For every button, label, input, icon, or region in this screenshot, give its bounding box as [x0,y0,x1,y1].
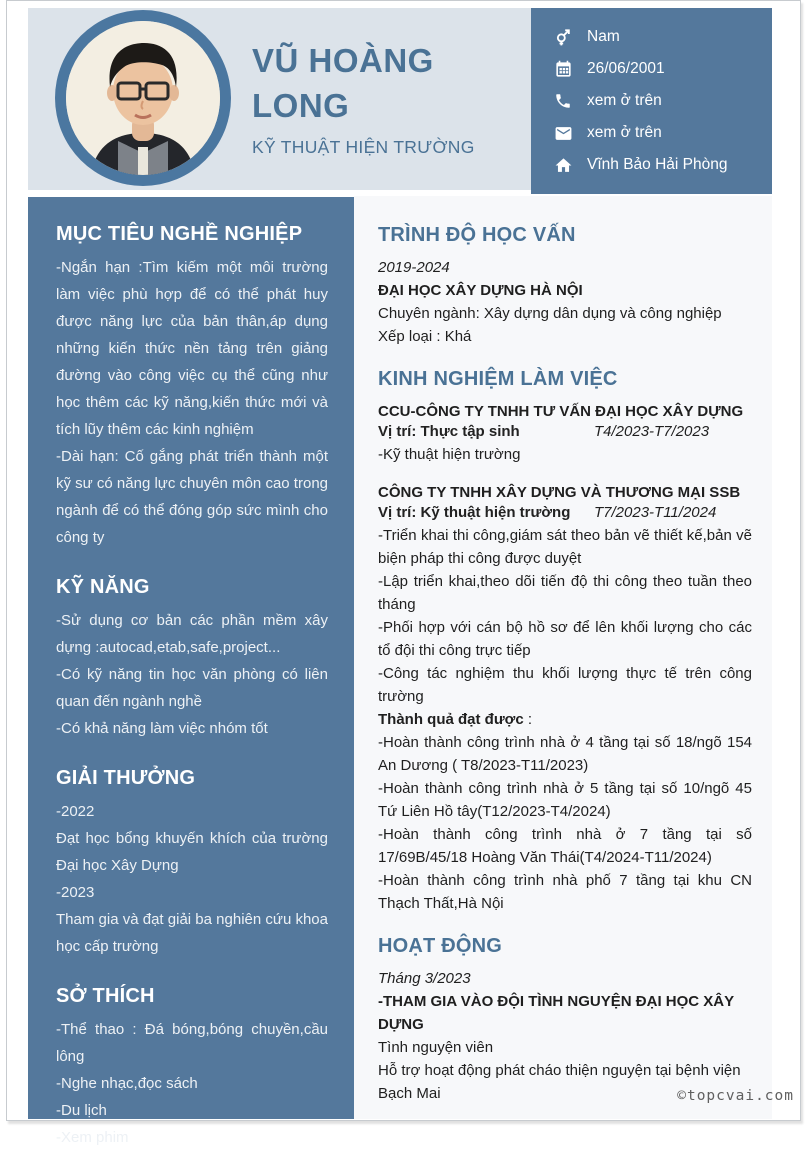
job1-position-row [378,423,752,440]
section-experience [378,368,752,915]
award-item: -2022 [56,803,95,820]
job2-duty: -Lập triển khai,theo dõi tiến độ thi công theo tuần theo tháng [378,573,752,613]
job2-duty: -Công tác nghiệm thu khối lượng thực tế trên công trường [378,665,752,705]
job2-results [378,731,752,915]
skills-heading: KỸ NĂNG [56,576,150,598]
experience-heading: KINH NGHIỆM LÀM VIỆC [378,368,618,390]
job1-position: Vị trí: Thực tập sinh [378,423,520,440]
section-education [378,224,752,348]
gender-icon [553,27,573,47]
results-label-colon: : [523,711,533,728]
job2-position: Vị trí: Kỹ thuật hiện trường [378,504,571,521]
activity-desc: Hỗ trợ hoạt động phát cháo thiện nguyện tại bệnh viện Bạch Mai [378,1062,741,1102]
job2-duty: -Phối hợp với cán bộ hồ sơ để lên khối lượng cho các tổ đội thi công trực tiếp [378,619,752,659]
hobby-item: -Xem phim [56,1129,129,1146]
objective-heading: MỤC TIÊU NGHỀ NGHIỆP [56,223,303,245]
objective-paragraphs [56,254,328,551]
education-heading: TRÌNH ĐỘ HỌC VẤN [378,224,576,246]
contact-list [553,21,772,181]
avatar [55,10,231,186]
objective-paragraph: -Ngắn hạn :Tìm kiếm một môi trường làm việc phù hợp để có thể phát huy được năng lực của bản thân,áp dụng những kiến thức nền tảng trên giảng đường vào công việc cụ thể cũng như học thêm các kỹ năng,kiến thức mới và tích lũy thêm các kinh nghiệm [56,259,328,438]
home-icon [553,155,573,175]
job2-result: -Hoàn thành công trình nhà ở 5 tầng tại số 10/ngõ 45 Tứ Liên Hồ tây(T12/2023-T4/2024) [378,780,752,820]
award-item: -2023 [56,884,95,901]
main-column [354,196,772,1119]
skill-item: -Có kỹ năng tin học văn phòng có liên quan đến ngành nghề [56,666,328,710]
contact-phone-value: xem ở trên [587,92,662,109]
skills-paragraphs [56,607,328,742]
activity-title: -THAM GIA VÀO ĐỘI TÌNH NGUYỆN ĐẠI HỌC XÂY DỰNG [378,993,734,1033]
watermark: ©topcvai.com [677,1088,794,1104]
section-awards [56,767,328,960]
section-objective [56,223,328,551]
objective-paragraph: -Dài hạn: Cố gắng phát triển thành một kỹ sư có năng lực chuyên môn cao trong ngành để có thể đóng góp sức mình cho công ty [56,448,328,546]
section-activities [378,935,752,1105]
skill-item: -Có khả năng làm việc nhóm tốt [56,720,268,737]
job1-company: CCU-CÔNG TY TNHH TƯ VẤN ĐẠI HỌC XÂY DỰNG [378,403,744,420]
awards-paragraphs [56,798,328,960]
section-hobbies [56,985,328,1151]
activity-role: Tình nguyện viên [378,1039,494,1056]
job2-result: -Hoàn thành công trình nhà ở 7 tầng tại số 17/69B/45/18 Hoàng Văn Thái(T4/2024-T11/2024) [378,826,752,866]
job2-duties [378,524,752,708]
job2-results-label [378,708,752,731]
job2-result: -Hoàn thành công trình nhà phố 7 tầng tại khu CN Thạch Thất,Hà Nội [378,872,752,912]
education-major: Chuyên ngành: Xây dựng dân dụng và công nghiệp [378,305,722,322]
contact-item-phone [553,85,772,117]
phone-icon [553,91,573,111]
section-skills [56,576,328,742]
hobby-item: -Du lịch [56,1102,107,1119]
skill-item: -Sử dụng cơ bản các phần mềm xây dựng :autocad,etab,safe,project... [56,612,328,656]
education-grade: Xếp loại : Khá [378,328,472,345]
contact-address-value: Vĩnh Bảo Hải Phòng [587,156,728,173]
results-label-text: Thành quả đạt được [378,711,524,728]
candidate-name: VŨ HOÀNG LONG [252,42,434,124]
avatar-photo [66,21,220,175]
contact-panel [531,8,772,194]
award-item: Đạt học bổng khuyến khích của trường Đại học Xây Dựng [56,830,328,874]
contact-gender-value: Nam [587,28,620,45]
job2-company: CÔNG TY TNHH XÂY DỰNG VÀ THƯƠNG MẠI SSB [378,484,741,501]
education-period: 2019-2024 [378,259,450,276]
sidebar [28,197,354,1146]
hobby-item: -Nghe nhạc,đọc sách [56,1075,198,1092]
job-entry-2 [378,481,752,915]
email-icon [553,123,573,143]
hobbies-heading: SỞ THÍCH [56,985,155,1007]
activity-period: Tháng 3/2023 [378,970,471,987]
contact-birthday-value: 26/06/2001 [587,60,665,77]
award-item: Tham gia và đạt giải ba nghiên cứu khoa học cấp trường [56,911,328,955]
contact-item-address [553,149,772,181]
hobbies-paragraphs [56,1016,328,1151]
education-school: ĐẠI HỌC XÂY DỰNG HÀ NỘI [378,282,583,299]
hobby-item: -Thể thao : Đá bóng,bóng chuyền,cầu lông [56,1021,328,1065]
job2-result: -Hoàn thành công trình nhà ở 4 tầng tại số 18/ngõ 154 An Dương ( T8/2023-T11/2023) [378,734,752,774]
portrait-illustration [66,21,220,175]
awards-heading: GIẢI THƯỞNG [56,767,196,789]
calendar-icon [553,59,573,79]
candidate-job-title: KỸ THUẬT HIỆN TRƯỜNG [252,137,475,157]
job2-position-row [378,504,752,521]
contact-email-value: xem ở trên [587,124,662,141]
job2-date: T7/2023-T11/2024 [594,504,717,521]
contact-item-birthday [553,53,772,85]
name-block [252,38,522,158]
activities-heading: HOẠT ĐỘNG [378,935,503,957]
job1-date: T4/2023-T7/2023 [594,423,710,440]
contact-item-gender [553,21,772,53]
job2-duty: -Triển khai thi công,giám sát theo bản vẽ thiết kế,bản vẽ biện pháp thi công được duyệt [378,527,752,567]
contact-item-email [553,117,772,149]
job1-detail: -Kỹ thuật hiện trường [378,446,521,463]
job-entry-1 [378,400,752,466]
